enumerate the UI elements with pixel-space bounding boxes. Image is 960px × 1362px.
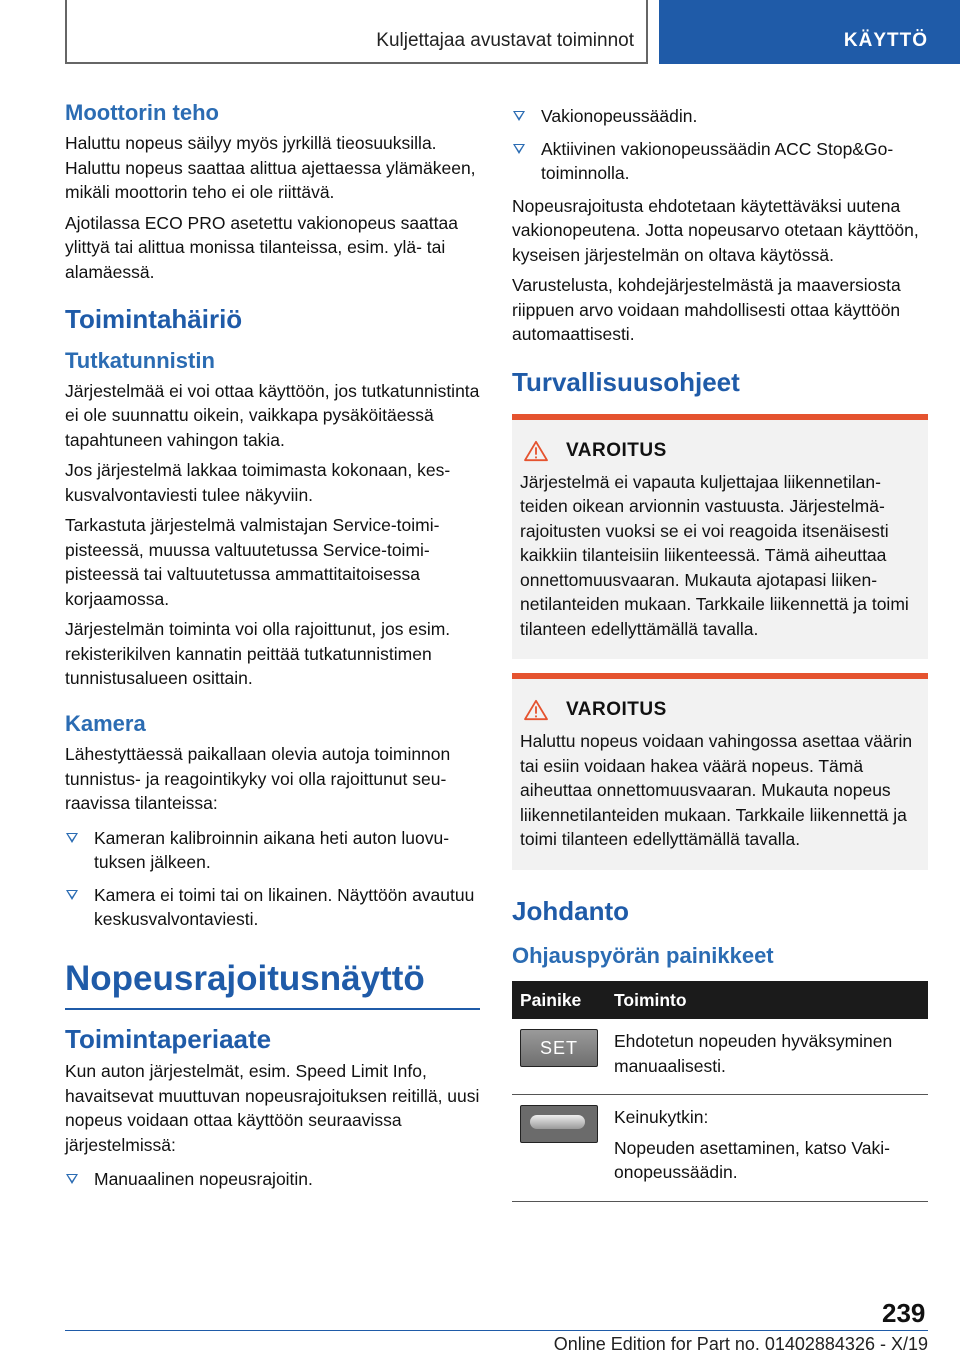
page-number: 239 [882, 1298, 926, 1328]
chapter-tab [659, 0, 960, 64]
heading-tutkatunnistin: Tutkatunnistin [65, 347, 215, 373]
chapter-tab-label: KÄYTTÖ [843, 30, 928, 51]
table-header-row [512, 981, 928, 1019]
bullet-triangle-icon [66, 890, 78, 900]
paragraph: Ajotilassa ECO PRO asetettu vakionopeus saattaa ylittyä tai alittua monissa tilanteissa, esim. ylä- tai alamäessä. [65, 212, 458, 282]
buttons-table [512, 981, 928, 1202]
list-item-text: Kamera ei toimi tai on likainen. Näyttöön avautuu keskusvalvontaviesti. [94, 884, 475, 930]
bullet-triangle-icon [66, 1174, 78, 1184]
heading-nopeusrajoitusnaytto: Nopeusrajoitusnäyttö [65, 958, 425, 998]
bullet-list [512, 104, 928, 186]
function-cell [606, 1019, 928, 1095]
warning-triangle-icon [522, 440, 550, 462]
paragraph: Järjestelmän toiminta voi olla rajoittunut, jos esim. rekisterikilven kannatin peittää tutkatunnistimen tunnistusalueen osittain. [65, 619, 451, 689]
column-header-button: Painike [512, 981, 606, 1019]
list-item [65, 1167, 480, 1192]
warning-title: VAROITUS [566, 439, 667, 461]
function-text: Nopeuden asettaminen, katso Vakionopeussäädin. [614, 1137, 890, 1183]
list-item-text: Vakionopeussäädin. [541, 106, 698, 126]
warning-title: VAROITUS [566, 699, 667, 721]
table-row [512, 1019, 928, 1095]
button-cell [512, 1095, 606, 1202]
button-cell [512, 1019, 606, 1095]
paragraph: Tarkastuta järjestelmä valmistajan Service-toimipisteessä, muussa valtuutetussa Service-toimipisteessä tai valtuutetussa ammattitaitoisessa korjaamossa. [65, 515, 440, 609]
footer-edition: Online Edition for Part no. 01402884326 - X/19 [553, 1334, 928, 1354]
paragraph: Jos järjestelmä lakkaa toimimasta kokonaan, keskusvalvontaviesti tulee näkyviin. [65, 460, 451, 505]
function-text: Keinukytkin: [614, 1107, 709, 1128]
paragraph: Varustelusta, kohdejärjestelmästä ja maaversiosta riippuen arvo voidaan mahdollisesti ottaa käyttöön automaattisesti. [512, 275, 901, 344]
warning-header [520, 699, 920, 721]
heading-toimintaperiaate: Toimintaperiaate [65, 1023, 272, 1054]
right-column [512, 100, 928, 1202]
list-item [512, 104, 928, 129]
bullet-triangle-icon [66, 833, 78, 843]
bullet-list [65, 1167, 480, 1192]
paragraph: Järjestelmää ei voi ottaa käyttöön, jos tutkatunnistinta ei ole suunnattu oikein, vaikkapa pysäköitäessä tapahtuneen vahingon takia. [65, 380, 480, 450]
column-header-function: Toiminto [606, 981, 928, 1019]
function-cell [606, 1095, 928, 1202]
function-text: Ehdotetun nopeuden hyväksyminen manuaalisesti. [614, 1031, 893, 1076]
heading-divider [65, 1008, 480, 1010]
section-title: Kuljettajaa avustavat toiminnot [376, 30, 634, 51]
rocker-switch-icon [520, 1105, 598, 1143]
heading-turvallisuusohjeet: Turvallisuusohjeet [512, 366, 740, 397]
warning-triangle-icon [522, 699, 550, 721]
bullet-triangle-icon [513, 111, 525, 121]
heading-johdanto: Johdanto [512, 895, 629, 926]
warning-box [512, 673, 928, 870]
bullet-list [65, 826, 480, 932]
footer-divider [65, 1330, 928, 1331]
list-item [512, 137, 928, 186]
heading-kamera: Kamera [65, 710, 146, 736]
page-header [65, 0, 648, 64]
heading-toimintahairio: Toimintahäiriö [65, 304, 243, 335]
list-item-text: Kameran kalibroinnin aikana heti auton luovutuksen jälkeen. [94, 827, 450, 873]
set-button-icon: SET [520, 1029, 598, 1067]
paragraph: Lähestyttäessä paikallaan olevia autoja toiminnon tunnistus- ja reagointikyky voi olla rajoittunut seuraavissa tilanteissa: [65, 744, 451, 814]
paragraph: Haluttu nopeus säilyy myös jyrkillä tieosuuksilla. Haluttu nopeus saattaa alittua ajettaessa ylämäkeen, mikäli moottorin teho ei ole riittävä. [65, 133, 476, 203]
paragraph: Nopeusrajoitusta ehdotetaan käytettäväksi uutena vakionopeutena. Jotta nopeusarvo otetaan käyttöön, kyseisen järjestelmän on oltava käytössä. [512, 195, 919, 265]
table-row [512, 1095, 928, 1202]
bullet-triangle-icon [513, 144, 525, 154]
warning-text: Haluttu nopeus voidaan vahingossa asettaa väärin tai esiin voidaan hakea väärä nopeus. Tämä aiheuttaa onnettomuusvaaran. Mukauta nopeus liikennetilanteiden mukaan. Tarkkaile liikennettä ja toimi tilanteen edellyttämällä tavalla. [520, 731, 913, 850]
list-item [65, 883, 480, 932]
list-item-text: Manuaalinen nopeusrajoitin. [94, 1169, 313, 1190]
warning-header [520, 440, 920, 462]
heading-moottorin-teho: Moottorin teho [65, 100, 219, 125]
list-item-text: Aktiivinen vakionopeussäädin ACC Stop&Go-toiminnolla. [541, 138, 894, 183]
paragraph: Kun auton järjestelmät, esim. Speed Limit Info, havaitsevat muuttuvan nopeusrajoituksen reitillä, uusi nopeus voidaan ottaa käyttöön seuraavissa järjestelmissä: [65, 1061, 480, 1155]
left-column [65, 100, 480, 1200]
list-item [65, 826, 480, 875]
warning-box [512, 414, 928, 660]
warning-text: Järjestelmä ei vapauta kuljettajaa liikennetilanteiden oikean arvionnin vastuusta. Järjestelmärajoitusten vuoksi se ei voi reagoida itsenäisesti kaikkiin tilanteisiin liikenteessä. Tämä aiheuttaa onnettomuusvaaran. Mukauta ajotapasi liikennetilanteiden mukaan. Tarkkaile liikennettä ja toimi tilanteen edellyttämällä tavalla. [520, 471, 909, 639]
heading-ohjauspyoran-painikkeet: Ohjauspyörän painikkeet [512, 942, 774, 968]
